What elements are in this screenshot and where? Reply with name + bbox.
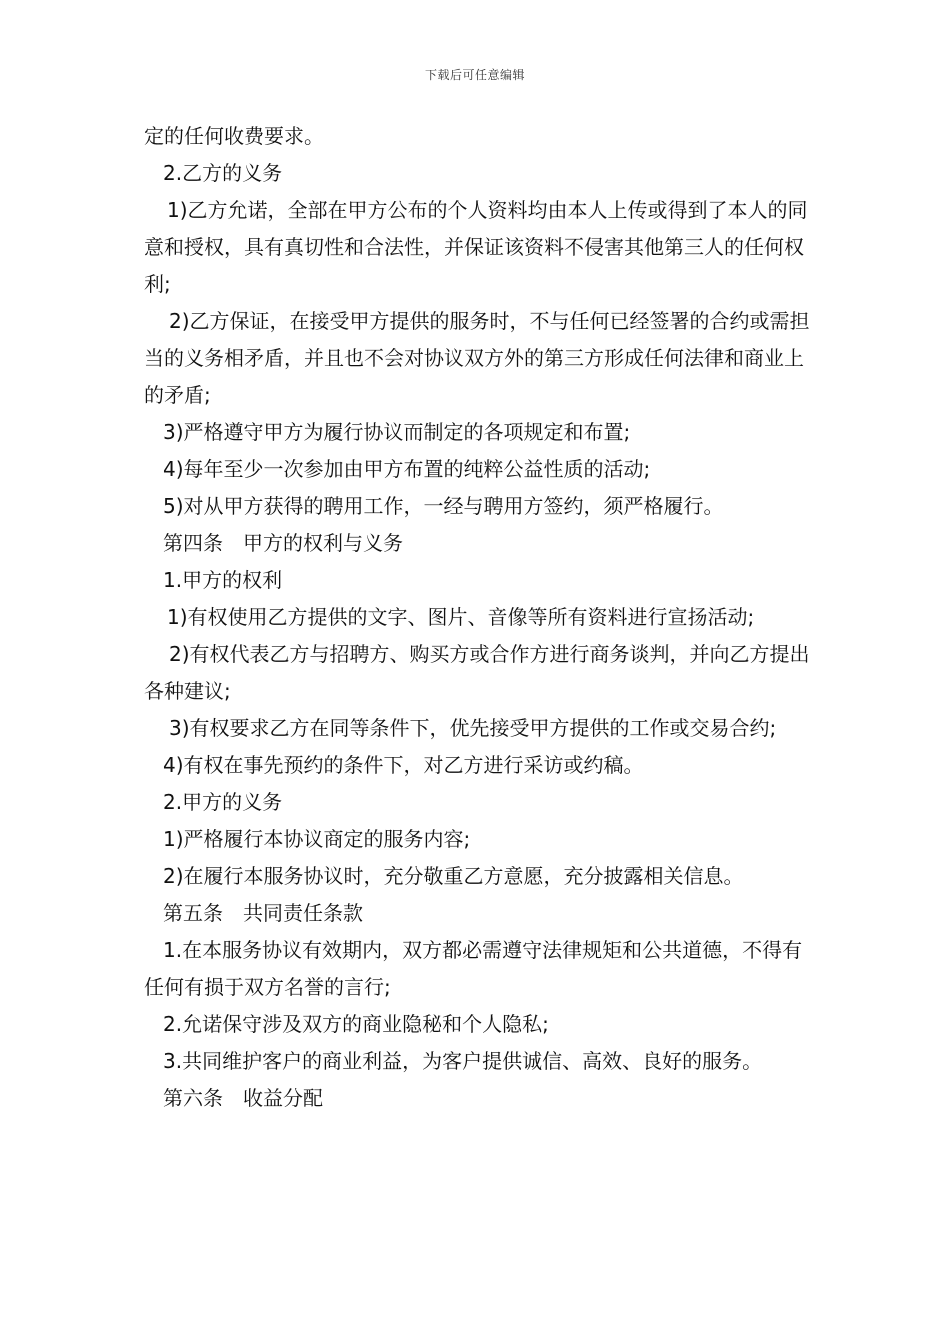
page-header: 下载后可任意编辑 — [424, 68, 525, 82]
section-heading: 第五条 共同责任条款 — [163, 901, 363, 925]
paragraph: 1)乙方允诺，全部在甲方公布的个人资料均由本人上传或得到了本人的同意和授权，具有真切性和合法性，并保证该资料不侵害其他第三人的任何权利; — [144, 198, 808, 296]
paragraph: 3.共同维护客户的商业利益，为客户提供诚信、高效、良好的服务。 — [163, 1049, 763, 1073]
paragraph: 3)严格遵守甲方为履行协议而制定的各项规定和布置; — [163, 420, 631, 444]
paragraph: 2)乙方保证，在接受甲方提供的服务时，不与任何已经签署的合约或需担当的义务相矛盾，并且也不会对协议双方外的第三方形成任何法律和商业上的矛盾; — [144, 309, 810, 407]
section-heading: 第四条 甲方的权利与义务 — [163, 531, 403, 555]
paragraph: 4)每年至少一次参加由甲方布置的纯粹公益性质的活动; — [163, 457, 651, 481]
paragraph: 2.允诺保守涉及双方的商业隐秘和个人隐私; — [163, 1012, 549, 1036]
paragraph: 2.乙方的义务 — [163, 161, 283, 185]
paragraph: 1.甲方的权利 — [163, 568, 283, 592]
paragraph: 1)严格履行本协议商定的服务内容; — [163, 827, 471, 851]
paragraph: 定的任何收费要求。 — [144, 124, 324, 148]
paragraph: 1.在本服务协议有效期内，双方都必需遵守法律规矩和公共道德，不得有任何有损于双方名誉的言行; — [144, 938, 803, 999]
paragraph: 2)有权代表乙方与招聘方、购买方或合作方进行商务谈判，并向乙方提出各种建议; — [144, 642, 810, 703]
paragraph: 3)有权要求乙方在同等条件下，优先接受甲方提供的工作或交易合约; — [169, 716, 777, 740]
paragraph: 1)有权使用乙方提供的文字、图片、音像等所有资料进行宣扬活动; — [167, 605, 755, 629]
paragraph: 2)在履行本服务协议时，充分敬重乙方意愿，充分披露相关信息。 — [163, 864, 744, 888]
paragraph: 5)对从甲方获得的聘用工作，一经与聘用方签约，须严格履行。 — [163, 494, 724, 518]
document-body — [144, 118, 819, 1117]
paragraph: 2.甲方的义务 — [163, 790, 283, 814]
paragraph: 4)有权在事先预约的条件下，对乙方进行采访或约稿。 — [163, 753, 644, 777]
section-heading: 第六条 收益分配 — [163, 1086, 323, 1110]
